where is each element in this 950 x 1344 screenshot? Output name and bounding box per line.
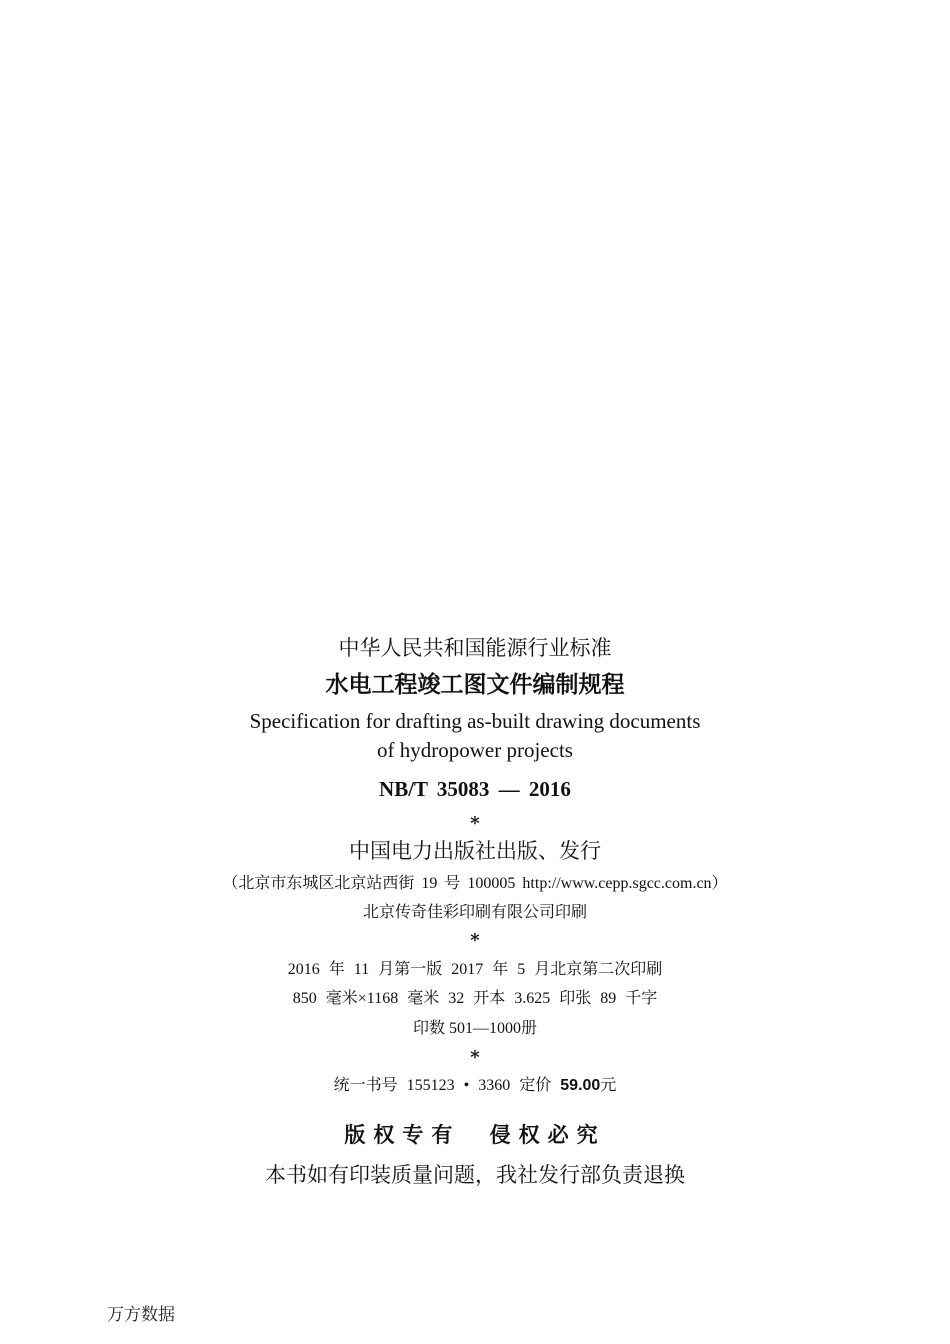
- book-number-and-price: [0, 1078, 950, 1094]
- publisher-address: （北京市东城区北京站西街 19 号 100005 http://www.cepp.sgcc.com.cn）: [222, 875, 728, 892]
- copyright-notice: 版权专有 侵权必究: [344, 1123, 606, 1147]
- print-specifications: 850 毫米×1168 毫米 32 开本 3.625 印张 89 千字: [292, 990, 658, 1007]
- standard-number: NB/T 35083 — 2016: [379, 777, 571, 801]
- separator-star: *: [470, 1047, 480, 1068]
- book-number: 统一书号 155123 • 3360 定价: [333, 1077, 552, 1094]
- print-run: 印数 501—1000册: [412, 1020, 537, 1037]
- separator-star: *: [470, 813, 480, 834]
- title-english-line-1: Specification for drafting as-built drawing documents: [249, 709, 701, 733]
- title-chinese: 水电工程竣工图文件编制规程: [325, 672, 625, 698]
- publisher: 中国电力出版社出版、发行: [349, 839, 601, 863]
- printer: 北京传奇佳彩印刷有限公司印刷: [362, 902, 587, 921]
- price-value: 59.00: [560, 1077, 601, 1094]
- watermark-text: 万方数据: [107, 1305, 175, 1325]
- standard-organization: 中华人民共和国能源行业标准: [338, 636, 612, 660]
- edition-info: 2016 年 11 月第一版 2017 年 5 月北京第二次印刷: [287, 961, 663, 978]
- price-unit: 元: [600, 1077, 617, 1094]
- return-notice: 本书如有印装质量问题，我社发行部负责退换: [265, 1163, 685, 1187]
- separator-star: *: [470, 930, 480, 951]
- title-english-line-2: of hydropower projects: [377, 738, 573, 762]
